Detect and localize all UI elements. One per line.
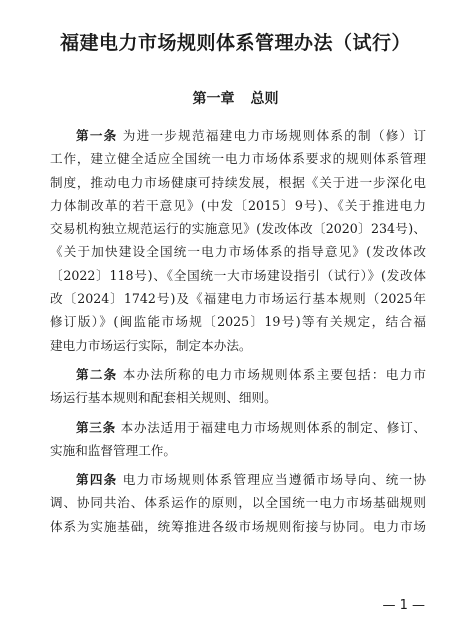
article-line: 〔2022〕118号)、《全国统一大市场建设指引（试行）》(发改体	[50, 267, 426, 283]
chapter-heading	[0, 88, 471, 108]
document-body	[50, 124, 426, 544]
page-number: — 1 —	[382, 598, 425, 613]
article-line: 场运行基本规则和配套相关规则、细则。	[50, 390, 277, 406]
article-line	[50, 124, 426, 147]
chapter-number: 第一章	[192, 91, 235, 107]
article-line: 建电力市场运行实际，制定本办法。	[50, 337, 252, 353]
article-label: 第三条	[76, 419, 116, 435]
article-label: 第一条	[76, 128, 118, 143]
article-line: 调、协同共治、体系运作的原则，以全国统一电力市场基础规则	[50, 495, 426, 511]
article-text: 电力市场规则体系管理应当遵循市场导向、统一协	[122, 472, 427, 488]
article-2	[50, 363, 426, 410]
article-line: 制度，推动电力市场健康可持续发展，根据《关于进一步深化电	[50, 174, 426, 190]
article-line: 实施和监督管理工作。	[50, 442, 176, 458]
article-1	[50, 124, 426, 357]
article-line	[50, 416, 426, 439]
article-line: 交易机构独立规范运行的实施意见》(发改体改〔2020〕234号)、	[50, 221, 426, 237]
article-4	[50, 468, 426, 538]
article-text: 为进一步规范福建电力市场规则体系的制（修）订	[122, 128, 427, 143]
article-line: 《关于加快建设全国统一电力市场体系的指导意见》(发改体改	[50, 244, 426, 260]
article-line	[50, 468, 426, 491]
article-label: 第四条	[76, 472, 118, 488]
article-line: 力体制改革的若干意见》(中发〔2015〕9号)、《关于推进电力	[50, 197, 426, 213]
article-label: 第二条	[76, 366, 118, 382]
article-line: 工作，建立健全适应全国统一电力市场体系要求的规则体系管理	[50, 151, 426, 167]
document-title: 福建电力市场规则体系管理办法（试行）	[59, 32, 411, 54]
chapter-name: 总则	[250, 91, 279, 107]
article-text: 本办法所称的电力市场规则体系主要包括：电力市	[122, 366, 427, 382]
article-line: 修订版）》(闽监能市场规〔2025〕19号)等有关规定，结合福	[50, 314, 426, 330]
article-3	[50, 416, 426, 463]
article-line	[50, 363, 426, 386]
article-line: 改〔2024〕1742号)及《福建电力市场运行基本规则（2025年	[50, 291, 426, 307]
article-text: 本办法适用于福建电力市场规则体系的制定、修订、	[120, 419, 426, 435]
article-line: 体系为实施基础，统筹推进各级市场规则衔接与协同。电力市场	[50, 518, 426, 534]
